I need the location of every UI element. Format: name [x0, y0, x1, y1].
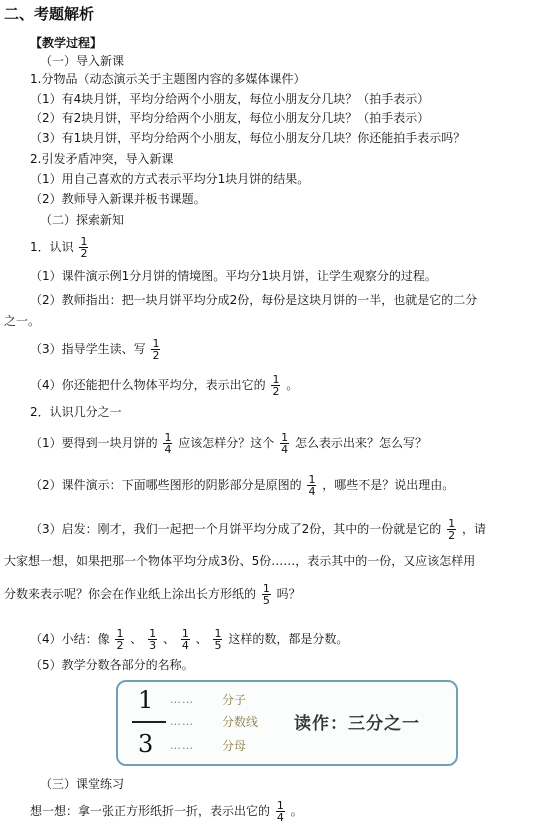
diagram-fraction-line — [132, 721, 166, 723]
line-text: 吗？ — [276, 587, 301, 601]
denominator: 3 — [149, 639, 157, 652]
line-text: 应该怎样分？这个 — [178, 436, 275, 450]
text-line — [30, 374, 298, 397]
fraction-quarter — [280, 432, 289, 455]
text-line: （5）教学分数各部分的名称。 — [30, 658, 194, 672]
text-line: （1）课件演示例1分月饼的情境图。平均分1块月饼，让学生观察分的过程。 — [30, 269, 437, 283]
line-text: 想一想：拿一张正方形纸折一折，表示出它的 — [30, 804, 271, 818]
label-numerator: 分子 — [222, 693, 247, 707]
numerator: 1 — [164, 431, 172, 444]
numerator: 1 — [272, 373, 280, 386]
fraction-quarter — [181, 628, 190, 651]
numerator: 1 — [152, 337, 160, 350]
part-two-title: （二）探索新知 — [40, 213, 125, 227]
line-text: （3）指导学生读、写 — [30, 342, 146, 356]
denominator: 2 — [152, 349, 160, 362]
teaching-process-title: 【教学过程】 — [30, 36, 103, 50]
line-text: 。 — [286, 378, 299, 392]
text-line — [4, 583, 301, 606]
text-line: （3）有1块月饼，平均分给两个小朋友，每位小朋友分几块？你还能拍手表示吗？ — [30, 131, 466, 145]
text-line — [30, 432, 427, 455]
text-line — [30, 800, 303, 823]
numerator: 1 — [262, 582, 270, 595]
text-line: （1）用自己喜欢的方式表示平均分1块月饼的结果。 — [30, 172, 310, 186]
diagram-numerator: 1 — [138, 686, 154, 714]
numerator: 1 — [308, 473, 316, 486]
text-line: 大家想一想，如果把那一个物体平均分成3份、5份……，表示其中的一份，又应该怎样用 — [4, 554, 476, 568]
line-text: 、 — [130, 632, 143, 646]
section-heading: 二、考题解析 — [4, 5, 95, 23]
fraction-half — [447, 518, 456, 541]
fraction-half — [151, 338, 160, 361]
leader-dots: …… — [170, 715, 194, 728]
label-denominator: 分母 — [222, 739, 247, 753]
denominator: 4 — [308, 485, 316, 498]
denominator: 5 — [214, 639, 222, 652]
denominator: 4 — [281, 443, 289, 456]
denominator: 5 — [262, 594, 270, 607]
text-line: 2．认识几分之一 — [30, 405, 122, 419]
text-line: （1）有4块月饼，平均分给两个小朋友，每位小朋友分几块？（拍手表示） — [30, 92, 430, 106]
numerator: 1 — [214, 627, 222, 640]
text-line — [30, 518, 486, 541]
line-text: 1．认识 — [30, 240, 74, 254]
fraction-half — [115, 628, 124, 651]
fraction-quarter — [307, 474, 316, 497]
fraction-quarter — [276, 800, 285, 823]
numerator: 1 — [276, 799, 284, 812]
denominator: 2 — [80, 247, 88, 260]
line-text: （4）小结：像 — [30, 632, 110, 646]
part-three-title: （三）课堂练习 — [40, 777, 125, 791]
line-text: 这样的数，都是分数。 — [228, 632, 349, 646]
denominator: 4 — [276, 811, 284, 824]
fraction-fifth — [262, 583, 271, 606]
numerator: 1 — [281, 431, 289, 444]
line-text: （2）课件演示：下面哪些图形的阴影部分是原图的 — [30, 478, 302, 492]
leader-dots: …… — [170, 693, 194, 706]
fraction-fifth — [213, 628, 222, 651]
text-line: 之一。 — [4, 314, 41, 328]
line-text: 分数来表示呢？你会在作业纸上涂出长方形纸的 — [4, 587, 257, 601]
denominator: 4 — [164, 443, 172, 456]
read-as-text: 读作：三分之一 — [294, 714, 420, 734]
line-text: ，请 — [461, 522, 486, 536]
text-line: 2.引发矛盾冲突，导入新课 — [30, 152, 174, 166]
text-line — [30, 338, 162, 361]
text-line: （2）教师导入新课并板书课题。 — [30, 192, 206, 206]
text-line — [30, 236, 90, 259]
denominator: 2 — [272, 385, 280, 398]
text-line — [30, 628, 348, 651]
text-line — [30, 474, 454, 497]
line-text: 、 — [162, 632, 175, 646]
fraction-third — [148, 628, 157, 651]
numerator: 1 — [116, 627, 124, 640]
diagram-denominator: 3 — [138, 730, 154, 758]
numerator: 1 — [448, 517, 456, 530]
fraction-half — [271, 374, 280, 397]
line-text: （3）启发：刚才，我们一起把一个月饼平均分成了2份，其中的一份就是它的 — [30, 522, 442, 536]
fraction-parts-diagram — [116, 680, 458, 766]
line-text: 。 — [290, 804, 303, 818]
fraction-quarter — [163, 432, 172, 455]
denominator: 2 — [116, 639, 124, 652]
numerator: 1 — [181, 627, 189, 640]
leader-dots: …… — [170, 739, 194, 752]
numerator: 1 — [149, 627, 157, 640]
line-text: ，哪些不是？说出理由。 — [322, 478, 455, 492]
line-text: 怎么表示出来？怎么写？ — [294, 436, 427, 450]
line-text: 、 — [195, 632, 208, 646]
text-line: （2）教师指出：把一块月饼平均分成2份，每份是这块月饼的一半，也就是它的二分 — [30, 293, 478, 307]
label-fraction-line: 分数线 — [222, 715, 259, 729]
line-text: （4）你还能把什么物体平均分，表示出它的 — [30, 378, 266, 392]
part-one-title: （一）导入新课 — [40, 54, 125, 68]
text-line: 1.分物品（动态演示关于主题图内容的多媒体课件） — [30, 72, 306, 86]
denominator: 2 — [448, 529, 456, 542]
text-line: （2）有2块月饼，平均分给两个小朋友，每位小朋友分几块？（拍手表示） — [30, 111, 430, 125]
denominator: 4 — [181, 639, 189, 652]
line-text: （1）要得到一块月饼的 — [30, 436, 158, 450]
fraction-half — [79, 236, 88, 259]
numerator: 1 — [80, 235, 88, 248]
